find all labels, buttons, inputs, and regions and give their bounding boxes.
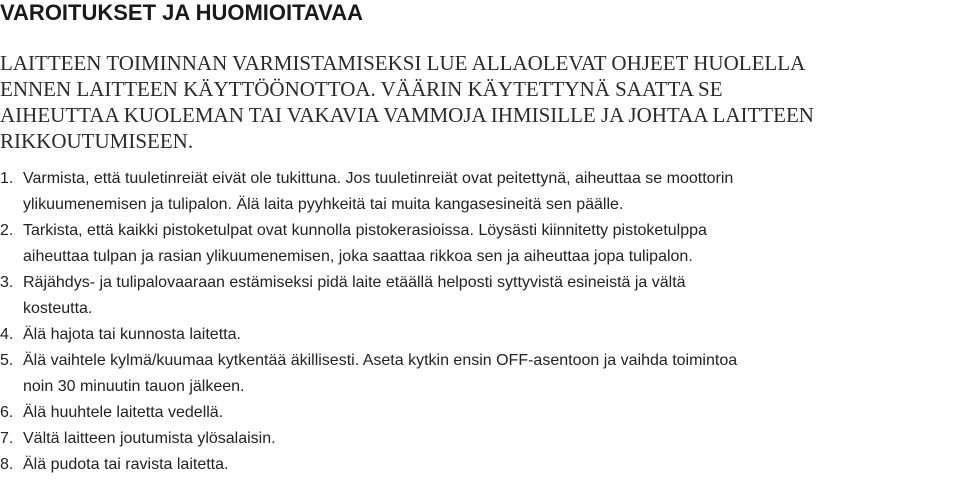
item-number: 4. xyxy=(0,326,14,343)
item-number: 1. xyxy=(0,170,14,187)
item-number: 5. xyxy=(0,352,14,369)
item-text: kosteutta. xyxy=(23,300,93,317)
item-text: noin 30 minuutin tauon jälkeen. xyxy=(23,378,245,395)
item-number: 6. xyxy=(0,404,14,421)
item-text: Älä hajota tai kunnosta laitetta. xyxy=(23,326,241,343)
item-text: Älä vaihtele kylmä/kuumaa kytkentää äkillisesti. Aseta kytkin ensin OFF-asentoon ja vaihda toimintoa xyxy=(23,352,738,369)
item-number: 8. xyxy=(0,456,14,473)
list-item xyxy=(0,348,960,400)
warning-list xyxy=(0,166,960,478)
list-item xyxy=(0,166,960,218)
list-item xyxy=(0,426,960,452)
intro-line: LAITTEEN TOIMINNAN VARMISTAMISEKSI LUE ALLAOLEVAT OHJEET HUOLELLA xyxy=(0,51,806,75)
item-text: Räjähdys- ja tulipalovaaraan estämiseksi pidä laite etäällä helposti syttyvistä esineistä ja vältä xyxy=(23,274,686,291)
intro-line: ENNEN LAITTEEN KÄYTTÖÖNOTTOA. VÄÄRIN KÄYTETTYNÄ SAATTA SE xyxy=(0,77,723,101)
item-text: Vältä laitteen joutumista ylösalaisin. xyxy=(23,430,276,447)
list-item xyxy=(0,218,960,270)
intro-line: RIKKOUTUMISEEN. xyxy=(0,129,194,153)
item-text: ylikuumenemisen ja tulipalon. Älä laita pyyhkeitä tai muita kangasesineitä sen päälle. xyxy=(23,196,624,213)
list-item xyxy=(0,270,960,322)
intro-warning xyxy=(0,50,960,154)
document-title: VAROITUKSET JA HUOMIOITAVAA xyxy=(0,0,363,25)
item-text: aiheuttaa tulpan ja rasian ylikuumenemisen, joka saattaa rikkoa sen ja aiheuttaa jopa tulipalon. xyxy=(23,248,693,265)
item-text: Älä pudota tai ravista laitetta. xyxy=(23,456,229,473)
item-text: Varmista, että tuuletinreiät eivät ole tukittuna. Jos tuuletinreiät ovat peitettynä, aiheuttaa se moottorin xyxy=(23,170,734,187)
list-item xyxy=(0,400,960,426)
item-number: 2. xyxy=(0,222,14,239)
item-number: 7. xyxy=(0,430,14,447)
item-text: Älä huuhtele laitetta vedellä. xyxy=(23,404,224,421)
list-item xyxy=(0,322,960,348)
intro-line: AIHEUTTAA KUOLEMAN TAI VAKAVIA VAMMOJA IHMISILLE JA JOHTAA LAITTEEN xyxy=(0,103,814,127)
item-number: 3. xyxy=(0,274,14,291)
list-item xyxy=(0,452,960,478)
item-text: Tarkista, että kaikki pistoketulpat ovat kunnolla pistokerasioissa. Löysästi kiinnitetty pistoketulppa xyxy=(23,222,707,239)
